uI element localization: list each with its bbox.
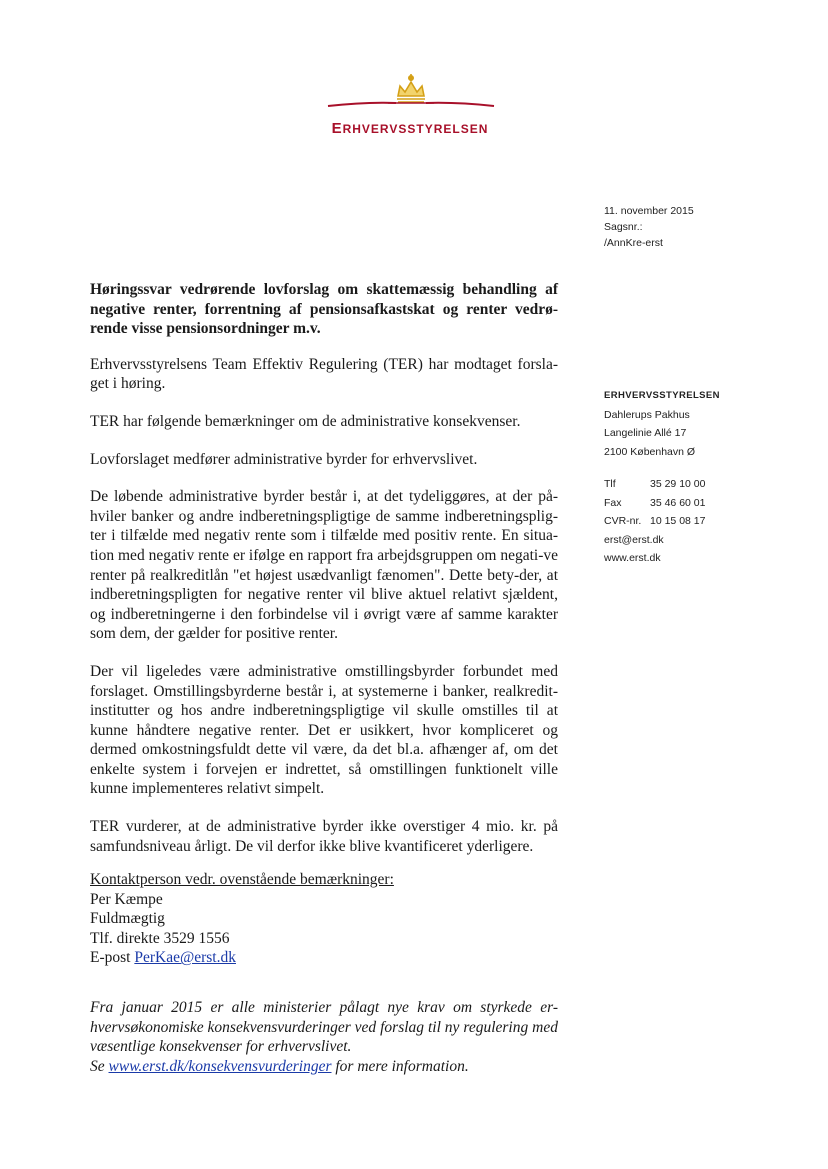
footer-see: Se (90, 1057, 109, 1075)
contact-person-block (90, 870, 490, 968)
body-paragraph: Lovforslaget medfører administrative byrder for erhvervslivet. (90, 450, 478, 468)
contact-value: 35 29 10 00 (650, 478, 706, 490)
contact-phone: Tlf. direkte 3529 1556 (90, 929, 230, 947)
sender-address-line: Langelinie Allé 17 (604, 427, 687, 439)
contact-value: 10 15 08 17 (650, 515, 706, 527)
contact-row (604, 494, 705, 513)
contact-label: Tlf (604, 478, 616, 490)
case-number-label: Sagsnr.: (604, 221, 643, 233)
body-paragraph: Der vil ligeledes være administrative omstillingsbyrder forbundet med forslaget. Omstillingsbyrderne består i, at systemerne i banker, realkredit-institutter og hos andre indberetningspligtige vil skulle omstilles til at kunne håndtere negative renter. Det er usikkert, hvor kompliceret og dermed omkostningsfuldt dette vil være, da det bl.a. afhænger af, om det enkelte system i forvejen er indrettet, så omstillingen funktionelt ville kunne implementeres relativt simpelt. (90, 662, 558, 798)
contact-title: Kontaktperson vedr. ovenstående bemærkninger: (90, 871, 394, 888)
sender-address-line: 2100 København Ø (604, 445, 696, 458)
contact-email-line (90, 948, 490, 968)
letter-heading: Høringssvar vedrørende lovforslag om skattemæssig behandling af negative renter, forrentning af pensionsafkastskat og renter vedrø-rende visse pensionsordninger m.v. (90, 281, 558, 338)
reference-code: /AnnKre-erst (604, 237, 663, 249)
body-paragraph: De løbende administrative byrder består i, at det tydeliggøres, at der på-hviler banker og andre indberetningspligtige de samme indberetningsplig-ter i tilfælde med negativ rente som i tilfælde med positiv rente. En situa-tion med negativ rente er ifølge en rapport fra arbejdsgruppen om negati-ve renter på realkreditlån "et højest usædvanligt fænomen". Dette bety-der, at indberetningspligten for negative renter vil blive aktuel relativt sjældent, og indberetningerne i den forbindelse vil i øvrigt være af samme karakter som dem, der gælder for positive renter. (90, 488, 558, 643)
sender-address-line: Dahlerups Pakhus (604, 408, 690, 421)
body-paragraph: TER har følgende bemærkninger om de administrative konsekvenser. (90, 412, 521, 430)
sender-website: www.erst.dk (604, 552, 661, 564)
contact-name: Per Kæmpe (90, 890, 163, 908)
body-paragraph: Erhvervsstyrelsens Team Effektiv Regulering (TER) har modtaget forsla-get i høring. (90, 355, 558, 393)
contact-email-link[interactable]: PerKae@erst.dk (134, 949, 236, 967)
logo-wordmark: ERHVERVSSTYRELSEN (331, 120, 489, 137)
letter-body (90, 280, 558, 874)
erhvervsstyrelsen-logo (326, 72, 496, 142)
footer-note (90, 998, 558, 1076)
contact-role: Fuldmægtig (90, 910, 165, 928)
body-paragraph: TER vurderer, at de administrative byrder ikke overstiger 4 mio. kr. på samfundsniveau årligt. De vil derfor ikke blive kvantificeret yderligere. (90, 818, 558, 855)
footer-see-line (90, 1057, 558, 1077)
contact-row (604, 512, 705, 531)
sender-block (604, 387, 814, 568)
contact-email-label: E-post (90, 949, 135, 967)
contact-value: 35 46 60 01 (650, 496, 706, 509)
sender-email: erst@erst.dk (604, 533, 664, 546)
contact-row (604, 475, 705, 494)
crown-icon (326, 72, 496, 118)
letter-date: 11. november 2015 (604, 205, 694, 217)
reference-block (604, 203, 804, 251)
footer-text: Fra januar 2015 er alle ministerier pålagt nye krav om styrkede er-hvervsøkonomiske konsekvensvurderinger ved forslag til ny regulering med væsentlige konsekvenser for erhvervslivet. (90, 999, 558, 1056)
contact-label: Fax (604, 496, 622, 509)
konsekvensvurderinger-link[interactable]: www.erst.dk/konsekvensvurderinger (108, 1057, 332, 1075)
contact-label: CVR-nr. (604, 515, 642, 527)
footer-after-link: for mere information. (331, 1057, 469, 1075)
sender-contact-table (604, 475, 705, 531)
sender-org: ERHVERVSSTYRELSEN (604, 390, 720, 401)
